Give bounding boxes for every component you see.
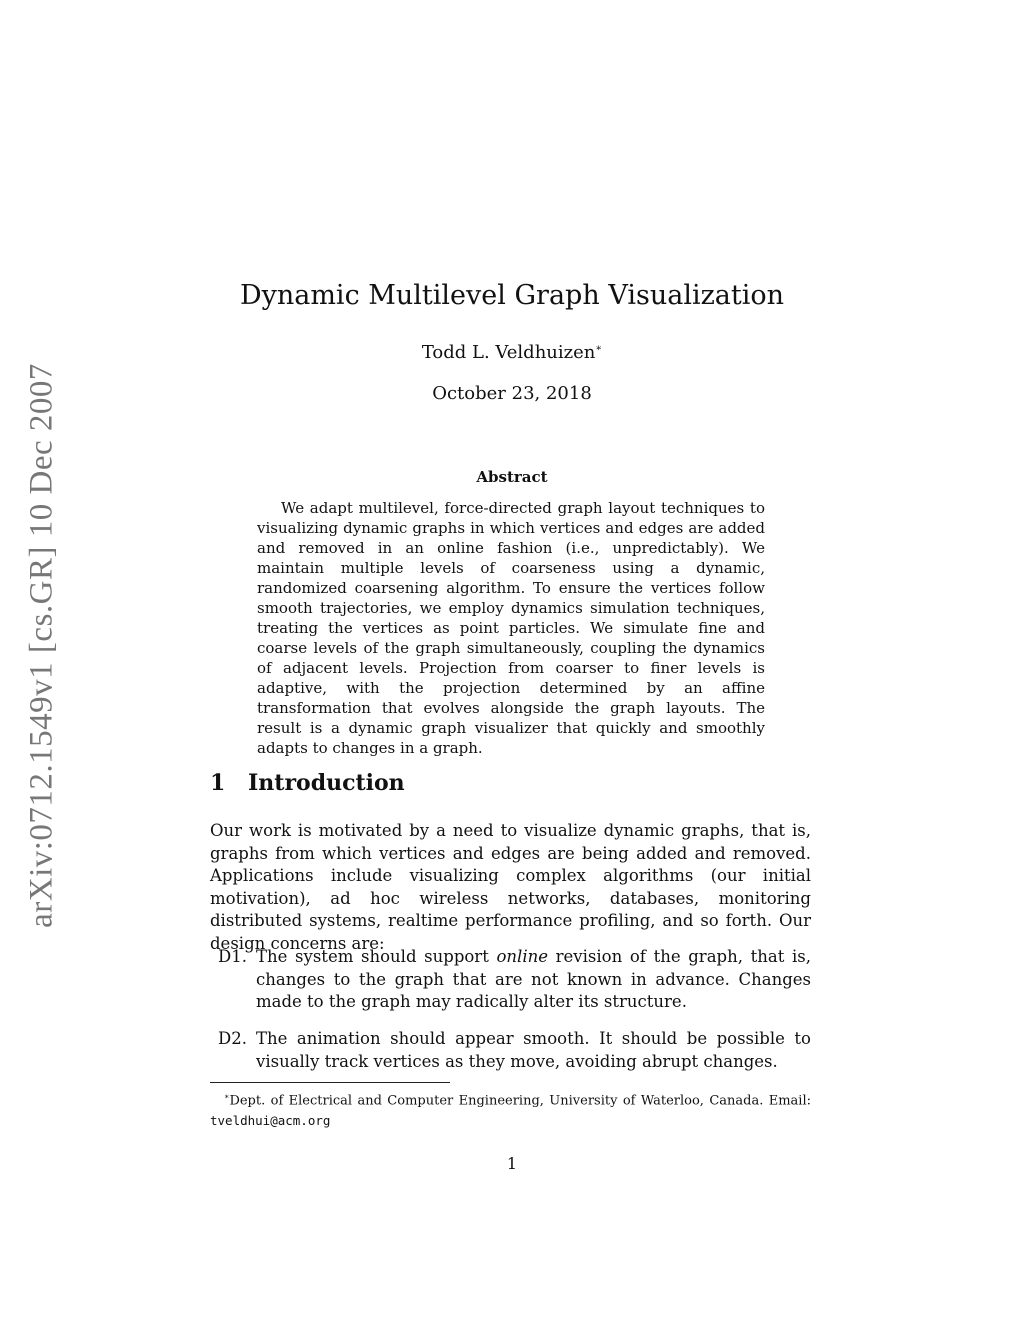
abstract-body: We adapt multilevel, force-directed graph layout techniques to visualizing dynamic graphs in which vertices and edges are added and removed in an online fashion (i.e., unpredictably). We maintain multiple levels of coarseness using a dynamic, randomized coarsening algorithm. To ensure the vertices follow smooth trajectories, we employ dynamics simulation techniques, treating the vertices as point particles. We simulate fine and coarse levels of the graph simultaneously, coupling the dynamics of adjacent levels. Projection from coarser to finer levels is adaptive, with the projection determined by an affine transformation that evolves alongside the graph layouts. The result is a dynamic graph visualizer that quickly and smoothly adapts to changes in a graph. bbox=[257, 499, 765, 757]
introduction-paragraph: Our work is motivated by a need to visualize dynamic graphs, that is, graphs from which vertices and edges are being added and removed. Applications include visualizing complex algorithms (our initial motivation), ad hoc wireless networks, databases, monitoring distributed systems, realtime performance profiling, and so forth. Our design concerns are: bbox=[210, 821, 811, 953]
author-footnote-mark: ∗ bbox=[595, 343, 603, 354]
concern-text-part: revision of the graph, that is, changes to the graph that are not known in advance. Changes made to the graph may radically alter its structure. bbox=[256, 947, 811, 1011]
author-name: Todd L. Veldhuizen bbox=[421, 342, 596, 363]
section-number: 1 bbox=[210, 770, 226, 796]
section-heading bbox=[210, 770, 405, 796]
section-title: Introduction bbox=[248, 770, 405, 796]
footnote-text: Dept. of Electrical and Computer Engineering, University of Waterloo, Canada. Email: bbox=[229, 1093, 811, 1109]
footnote-divider bbox=[210, 1082, 450, 1083]
paper-title: Dynamic Multilevel Graph Visualization bbox=[239, 280, 785, 311]
concern-text-part: The system should support bbox=[256, 947, 497, 966]
footnote-mark: ∗ bbox=[224, 1092, 230, 1101]
concern-text bbox=[256, 946, 811, 1014]
design-concern-d1 bbox=[210, 946, 811, 1014]
paper-date: October 23, 2018 bbox=[432, 383, 592, 404]
author-line bbox=[0, 342, 1024, 363]
arxiv-identifier-stamp: arXiv:0712.1549v1 [cs.GR] 10 Dec 2007 bbox=[23, 363, 60, 928]
author-email: tveldhui@acm.org bbox=[210, 1113, 331, 1129]
concern-text: The animation should appear smooth. It should be possible to visually track vertices as they move, avoiding abrupt changes. bbox=[256, 1029, 811, 1071]
concern-emphasis: online bbox=[496, 947, 548, 966]
abstract-heading: Abstract bbox=[476, 468, 548, 486]
concern-label: D2. bbox=[218, 1029, 247, 1048]
design-concern-d2 bbox=[210, 1028, 811, 1073]
footnote bbox=[210, 1087, 811, 1132]
page-number: 1 bbox=[506, 1154, 518, 1173]
concern-label: D1. bbox=[218, 947, 247, 966]
